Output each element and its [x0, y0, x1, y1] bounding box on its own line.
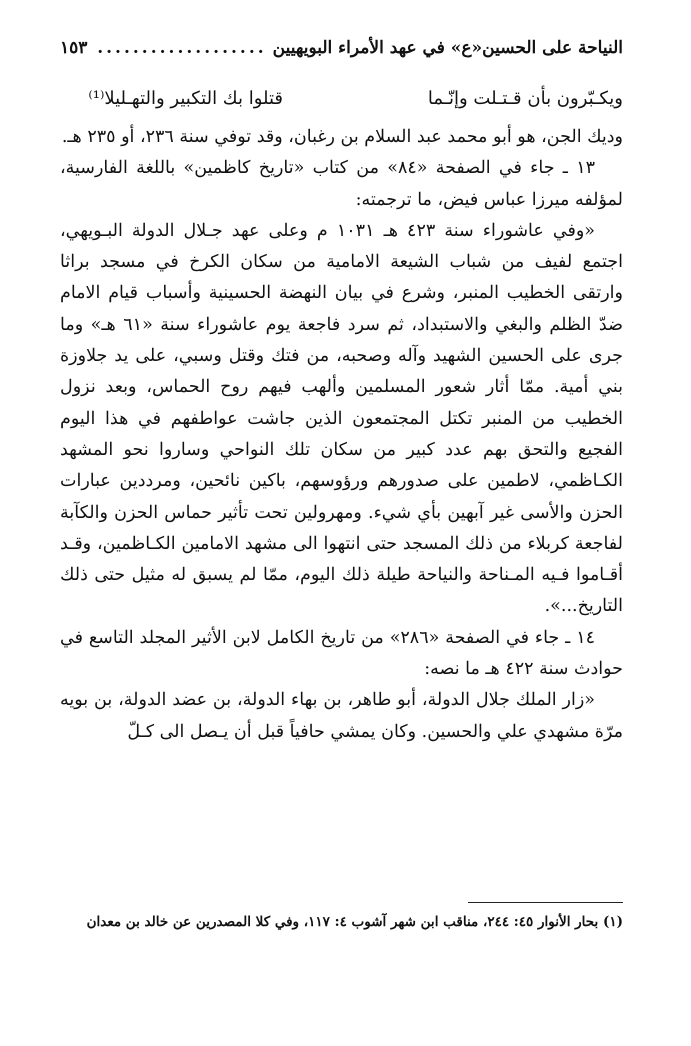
- footnote-separator: [468, 902, 623, 903]
- body-text: [60, 122, 623, 748]
- footnote: (١) بحار الأنوار ٤٥: ٢٤٤، مناقب ابن شهر آشوب ٤: ١١٧، وفي كلا المصدرين عن خالد بن معدان: [86, 914, 623, 930]
- verse-hemistich-second: قتلوا بك التكبير والتهـليلا⁽¹⁾: [88, 88, 283, 109]
- paragraph-poet-note: وديك الجن، هو أبو محمد عبد السلام بن رغبان، وقد توفي سنة ٢٣٦، أو ٢٣٥ هـ.: [61, 127, 623, 147]
- verse-hemistich-first: ويكـبّرون بأن قـتـلت وإنّـما: [427, 88, 623, 109]
- paragraph-quote-kazimain: «وفي عاشوراء سنة ٤٢٣ هـ ١٠٣١ م وعلى عهد جـلال الدولة البـويهي، اجتمع لفيف من شباب الشيعة الامامية من سكان الكرخ في مسجد براثا وارتقى الخطيب المنبر، وشرع في بيان النهضة الحسينية وأسباب قيام الامام ضدّ الظلم والبغي والاستبداد، ثم سرد فاجعة يوم عاشوراء سنة «٦١ هـ» وما جرى على الحسين الشهيد وآله وصحبه، من فتك وقتل وسبي، على يد جلاوزة بني أمية. ممّا أثار شعور المسلمين وألهب فيهم روح الحماس، وبعد نزول الخطيب من المنبر تكتل المجتمعون الذين جاشت عواطفهم في هذا اليوم الفجيع والتحق بهم عدد كبير من سكان تلك النواحي وساروا نحو المشهد الكـاظمي، لاطمين على صدورهم ورؤوسهم، باكين نائحين، ومرددين عبارات الحزن والأسى غير آبهين بأي شيء. ومهرولين تحت تأثير حماس الحزن والكآبة لفاجعة كربلاء من ذلك المسجد حتى انتهوا الى مشهد الامامين الكـاظمين، وقـد أقـاموا فـيه المـناحة والنياحة طيلة ذلك اليوم، ممّا لم يسبق له مثيل حتى ذلك التاريخ...».: [60, 220, 623, 617]
- running-header: [60, 34, 623, 62]
- header-title: النياحة على الحسين«ع» في عهد الأمراء البويهيين: [272, 38, 623, 58]
- poetry-verse: [60, 84, 623, 116]
- header-leader-dots: [93, 38, 266, 58]
- paragraph-quote-kamil: «زار الملك جلال الدولة، أبو طاهر، بن بهاء الدولة، بن عضد الدولة، بن بويه مرّة مشهدي علي والحسين. وكان يمشي حافياً قبل أن يـصل الى كـلّ: [60, 690, 623, 742]
- page-number: ١٥٣: [60, 38, 88, 58]
- paragraph-item-14: ١٤ ـ جاء في الصفحة «٢٨٦» من تاريخ الكامل لابن الأثير المجلد التاسع في حوادث سنة ٤٢٢ هـ ما نصه:: [60, 627, 623, 680]
- paragraph-item-13: ١٣ ـ جاء في الصفحة «٨٤» من كتاب «تاريخ كاظمين» باللغة الفارسية، لمؤلفه ميرزا عباس فيض، ما ترجمته:: [60, 158, 623, 210]
